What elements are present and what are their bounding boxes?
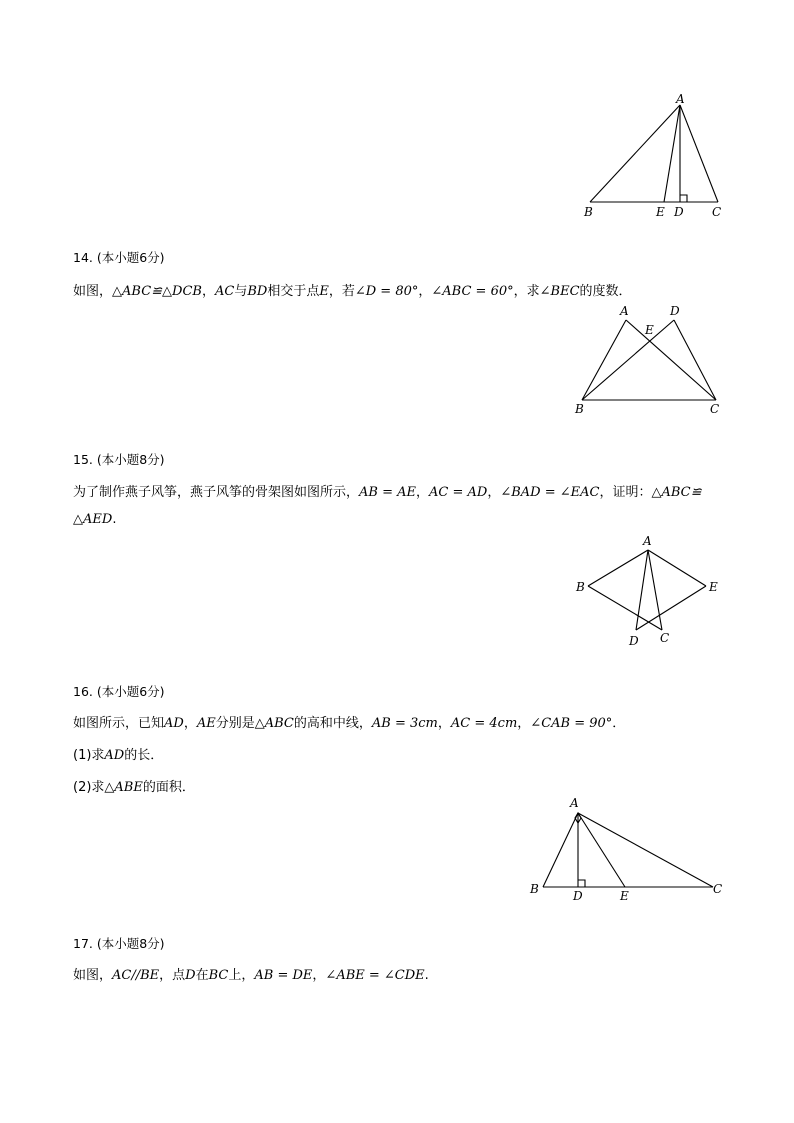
segment-bc: [588, 586, 662, 630]
label-b: B: [584, 205, 593, 219]
q14-header: 14. (本小题6分): [73, 250, 165, 265]
q15-header: 15. (本小题8分): [73, 452, 165, 467]
label-c: C: [713, 882, 723, 896]
segment-ac: [626, 320, 716, 400]
label-c: C: [660, 631, 670, 645]
label-c: C: [712, 205, 722, 219]
label-a: A: [676, 92, 685, 106]
figure-q14: [570, 300, 730, 420]
right-angle-mark: [680, 195, 687, 202]
q16-header: 16. (本小题6分): [73, 684, 165, 699]
label-d: D: [670, 304, 680, 318]
figure-q16: [525, 795, 730, 905]
right-angle-mark-d: [578, 880, 585, 887]
label-a: A: [620, 304, 629, 318]
segment-ac: [680, 105, 718, 202]
segment-ae: [578, 813, 625, 887]
segment-ac: [578, 813, 713, 887]
segment-bd: [582, 320, 674, 400]
label-a: A: [570, 796, 579, 810]
segment-ae: [648, 550, 706, 586]
q16-part1: (1)求AD的长．: [73, 748, 164, 763]
figure-q13: [575, 90, 735, 225]
segment-ab: [588, 550, 648, 586]
q16-part2: (2)求△ABE的面积．: [73, 780, 195, 795]
label-e: E: [709, 580, 718, 594]
label-b: B: [530, 882, 539, 896]
label-c: C: [710, 402, 720, 416]
q14-text: 如图，△ABC≌△DCB，AC与BD相交于点E，若∠D = 80°，∠ABC = 60°，求∠BEC的度数．: [73, 284, 632, 299]
figure-q15: [570, 530, 730, 655]
q16-text: 如图所示，已知AD，AE分别是△ABC的高和中线，AB = 3cm，AC = 4cm，∠CAB = 90°．: [73, 716, 626, 731]
label-d: D: [573, 889, 583, 903]
label-e: E: [656, 205, 665, 219]
q17-header: 17. (本小题8分): [73, 936, 165, 951]
segment-ab: [543, 813, 578, 887]
label-a: A: [643, 534, 652, 548]
label-d: D: [629, 634, 639, 648]
q15-text-line2: △AED.: [73, 512, 117, 527]
label-d: D: [674, 205, 684, 219]
q17-text: 如图，AC//BE，点D在BC上，AB = DE，∠ABE = ∠CDE.: [73, 968, 429, 983]
label-e: E: [645, 323, 654, 337]
segment-ba: [582, 320, 626, 400]
q15-text-line1: 为了制作燕子风筝，燕子风筝的骨架图如图所示，AB = AE，AC = AD，∠BAD = ∠EAC，证明：△ABC≌: [73, 485, 702, 500]
label-b: B: [576, 580, 585, 594]
label-e: E: [620, 889, 629, 903]
label-b: B: [575, 402, 584, 416]
segment-dc: [674, 320, 716, 400]
segment-ed: [636, 586, 706, 630]
